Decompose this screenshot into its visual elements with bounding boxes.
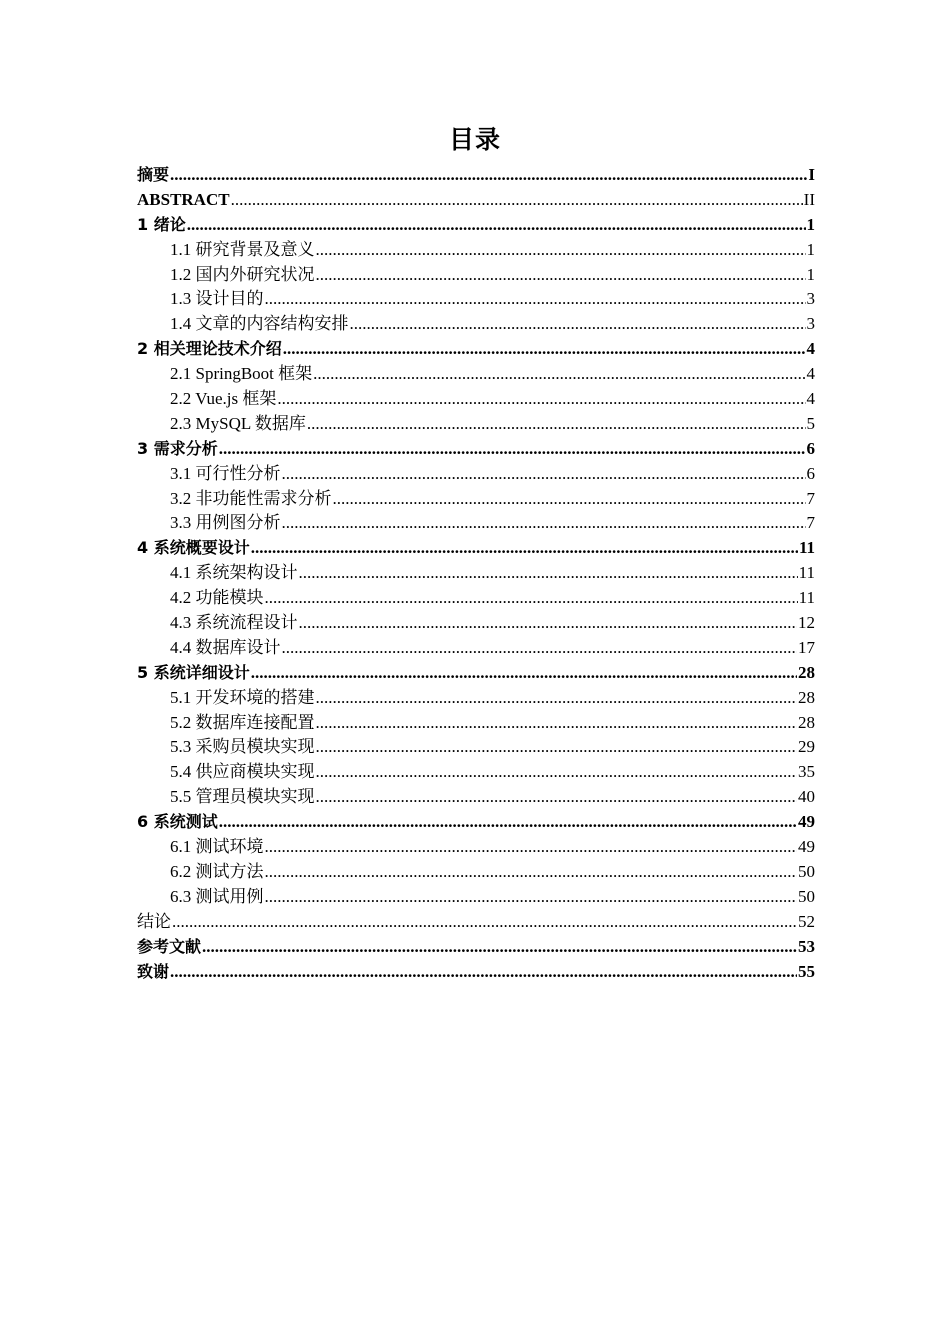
toc-entry[interactable] bbox=[137, 263, 815, 288]
toc-entry[interactable] bbox=[137, 711, 815, 736]
toc-dot-leader bbox=[282, 511, 806, 536]
toc-entry-label: 4.3 系统流程设计 bbox=[170, 613, 298, 633]
toc-dot-leader bbox=[219, 437, 806, 462]
toc-dot-leader bbox=[316, 711, 798, 736]
toc-dot-leader bbox=[251, 536, 798, 561]
toc-entry-label: 3 需求分析 bbox=[137, 438, 218, 458]
toc-entry-label: 3.3 用例图分析 bbox=[170, 513, 281, 533]
toc-entry-page-number: 1 bbox=[806, 239, 815, 259]
toc-entry-page-number: 4 bbox=[806, 339, 815, 359]
toc-entry[interactable] bbox=[137, 511, 815, 536]
toc-entry-label: 3.2 非功能性需求分析 bbox=[170, 488, 332, 508]
toc-title: 目录 bbox=[448, 125, 501, 154]
toc-entry[interactable] bbox=[137, 412, 815, 437]
toc-entry-page-number: 29 bbox=[798, 737, 815, 757]
toc-entry-label: 6.3 测试用例 bbox=[170, 886, 264, 906]
toc-dot-leader bbox=[333, 487, 806, 512]
toc-entry-label: 致谢 bbox=[137, 961, 170, 981]
toc-entry-page-number: 1 bbox=[806, 264, 815, 284]
toc-entry-label: ABSTRACT bbox=[137, 189, 230, 209]
toc-entry-page-number: 49 bbox=[798, 837, 815, 857]
toc-entry-page-number: 11 bbox=[798, 588, 815, 608]
toc-entry-label: 5.1 开发环境的搭建 bbox=[170, 687, 315, 707]
toc-entry[interactable] bbox=[137, 760, 815, 785]
toc-entry-page-number: II bbox=[803, 189, 815, 209]
toc-entry-page-number: 55 bbox=[798, 961, 815, 981]
toc-entry-label: 2.2 Vue.js 框架 bbox=[170, 389, 277, 409]
toc-entry-page-number: 6 bbox=[806, 463, 815, 483]
toc-entry[interactable] bbox=[137, 437, 815, 462]
toc-dot-leader bbox=[251, 661, 797, 686]
toc-dot-leader bbox=[316, 735, 798, 760]
toc-entry-page-number: 50 bbox=[798, 886, 815, 906]
toc-entry[interactable] bbox=[137, 636, 815, 661]
toc-entry-page-number: 11 bbox=[798, 563, 815, 583]
toc-entry[interactable] bbox=[137, 960, 815, 985]
toc-entry-page-number: 3 bbox=[806, 314, 815, 334]
toc-entry[interactable] bbox=[137, 661, 815, 686]
toc-entry[interactable] bbox=[137, 362, 815, 387]
toc-entry-label: 5.2 数据库连接配置 bbox=[170, 712, 315, 732]
toc-dot-leader bbox=[202, 935, 797, 960]
toc-dot-leader bbox=[187, 213, 806, 238]
toc-entry-page-number: 52 bbox=[798, 911, 815, 931]
toc-entry-label: 4.1 系统架构设计 bbox=[170, 563, 298, 583]
toc-dot-leader bbox=[299, 561, 798, 586]
toc-entry[interactable] bbox=[137, 885, 815, 910]
toc-entry-label: 5 系统详细设计 bbox=[137, 662, 250, 682]
table-of-contents bbox=[137, 163, 815, 984]
toc-dot-leader bbox=[265, 835, 798, 860]
toc-entry-page-number: 28 bbox=[798, 712, 815, 732]
toc-entry-label: 5.5 管理员模块实现 bbox=[170, 787, 315, 807]
toc-entry-page-number: 3 bbox=[806, 289, 815, 309]
toc-dot-leader bbox=[277, 387, 805, 412]
toc-entry-label: 6.2 测试方法 bbox=[170, 861, 264, 881]
toc-entry-page-number: 5 bbox=[806, 413, 815, 433]
toc-entry-page-number: 35 bbox=[798, 762, 815, 782]
toc-dot-leader bbox=[316, 238, 806, 263]
toc-dot-leader bbox=[299, 611, 798, 636]
toc-entry[interactable] bbox=[137, 487, 815, 512]
toc-entry-page-number: 28 bbox=[798, 687, 815, 707]
toc-dot-leader bbox=[307, 412, 806, 437]
toc-entry-label: 1.1 研究背景及意义 bbox=[170, 239, 315, 259]
toc-dot-leader bbox=[265, 287, 806, 312]
toc-entry-page-number: 6 bbox=[806, 438, 815, 458]
toc-entry[interactable] bbox=[137, 785, 815, 810]
toc-dot-leader bbox=[265, 860, 798, 885]
toc-entry-label: 参考文献 bbox=[137, 936, 202, 956]
toc-dot-leader bbox=[265, 885, 798, 910]
toc-entry-page-number: 28 bbox=[798, 662, 815, 682]
toc-entry[interactable] bbox=[137, 163, 815, 188]
toc-entry-label: 6.1 测试环境 bbox=[170, 837, 264, 857]
toc-entry-page-number: I bbox=[808, 165, 815, 184]
toc-entry-label: 5.3 采购员模块实现 bbox=[170, 737, 315, 757]
toc-dot-leader bbox=[316, 785, 798, 810]
toc-entry-label: 5.4 供应商模块实现 bbox=[170, 762, 315, 782]
toc-dot-leader bbox=[350, 312, 806, 337]
toc-entry-page-number: 53 bbox=[798, 936, 815, 956]
toc-entry-label: 结论 bbox=[137, 911, 171, 931]
toc-entry-label: 3.1 可行性分析 bbox=[170, 463, 281, 483]
toc-entry-label: 1.2 国内外研究状况 bbox=[170, 264, 315, 284]
toc-dot-leader bbox=[283, 337, 806, 362]
toc-entry[interactable] bbox=[137, 213, 815, 238]
toc-entry-label: 2.3 MySQL 数据库 bbox=[170, 413, 306, 433]
toc-entry[interactable] bbox=[137, 835, 815, 860]
toc-dot-leader bbox=[316, 263, 806, 288]
toc-entry[interactable] bbox=[137, 337, 815, 362]
toc-entry[interactable] bbox=[137, 387, 815, 412]
toc-entry-label: 1 绪论 bbox=[137, 214, 186, 234]
toc-dot-leader bbox=[219, 810, 797, 835]
toc-entry-page-number: 1 bbox=[806, 214, 815, 234]
toc-entry-page-number: 50 bbox=[798, 861, 815, 881]
toc-entry-label: 4 系统概要设计 bbox=[137, 538, 250, 558]
toc-entry[interactable] bbox=[137, 611, 815, 636]
toc-entry[interactable] bbox=[137, 586, 815, 611]
toc-entry-label: 摘要 bbox=[137, 165, 170, 184]
toc-entry[interactable] bbox=[137, 287, 815, 312]
toc-dot-leader bbox=[170, 960, 797, 985]
toc-entry[interactable] bbox=[137, 462, 815, 487]
toc-dot-leader bbox=[170, 163, 807, 188]
toc-entry-label: 4.2 功能模块 bbox=[170, 588, 264, 608]
toc-entry[interactable] bbox=[137, 238, 815, 263]
toc-entry-page-number: 17 bbox=[798, 637, 815, 657]
toc-dot-leader bbox=[282, 462, 806, 487]
toc-entry-label: 2.1 SpringBoot 框架 bbox=[170, 364, 313, 384]
toc-entry-page-number: 11 bbox=[798, 538, 815, 558]
toc-entry[interactable] bbox=[137, 561, 815, 586]
toc-entry[interactable] bbox=[137, 860, 815, 885]
toc-entry[interactable] bbox=[137, 735, 815, 760]
toc-entry-page-number: 12 bbox=[798, 613, 815, 633]
toc-dot-leader bbox=[316, 760, 798, 785]
toc-entry-label: 4.4 数据库设计 bbox=[170, 637, 281, 657]
toc-dot-leader bbox=[313, 362, 805, 387]
toc-entry[interactable] bbox=[137, 910, 815, 935]
toc-entry[interactable] bbox=[137, 686, 815, 711]
toc-dot-leader bbox=[231, 188, 803, 213]
toc-entry-page-number: 40 bbox=[798, 787, 815, 807]
toc-entry-page-number: 7 bbox=[806, 513, 815, 533]
toc-dot-leader bbox=[282, 636, 798, 661]
toc-entry-label: 2 相关理论技术介绍 bbox=[137, 339, 282, 359]
toc-entry[interactable] bbox=[137, 188, 815, 213]
toc-dot-leader bbox=[316, 686, 798, 711]
toc-entry-page-number: 7 bbox=[806, 488, 815, 508]
toc-entry[interactable] bbox=[137, 536, 815, 561]
toc-entry[interactable] bbox=[137, 810, 815, 835]
toc-entry-page-number: 49 bbox=[798, 812, 815, 832]
toc-entry-page-number: 4 bbox=[806, 389, 815, 409]
toc-dot-leader bbox=[172, 910, 797, 935]
toc-entry-page-number: 4 bbox=[806, 364, 815, 384]
toc-entry[interactable] bbox=[137, 312, 815, 337]
toc-dot-leader bbox=[265, 586, 798, 611]
toc-entry-label: 6 系统测试 bbox=[137, 812, 218, 832]
toc-entry-label: 1.3 设计目的 bbox=[170, 289, 264, 309]
toc-entry-label: 1.4 文章的内容结构安排 bbox=[170, 314, 349, 334]
toc-entry[interactable] bbox=[137, 935, 815, 960]
